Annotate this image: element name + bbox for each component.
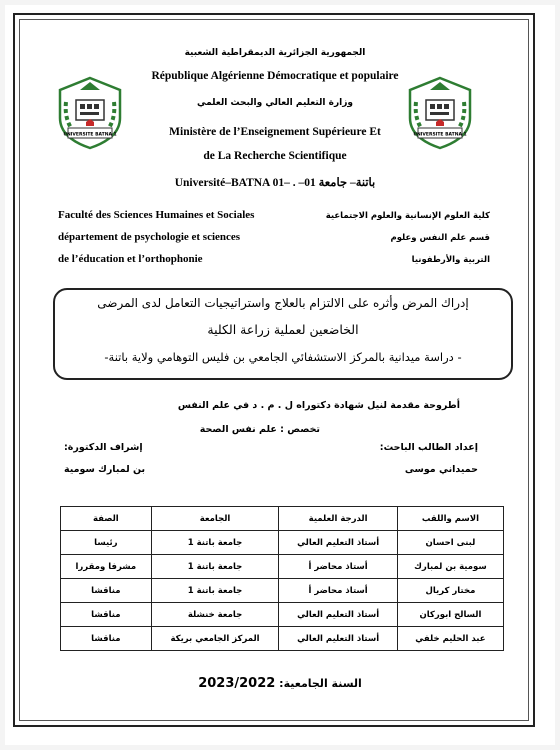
header-role: الصفة [61, 507, 152, 531]
thesis-subtitle: - دراسة ميدانية بالمركز الاستشفائي الجامعي بن فليس التوهامي ولاية باتنة- [104, 350, 462, 364]
member-university: جامعة خنشلة [151, 603, 279, 627]
member-rank: أستاذ التعليم العالي [279, 627, 398, 651]
member-role: مناقشا [61, 603, 152, 627]
member-rank: أستاذ التعليم العالي [279, 531, 398, 555]
thesis-title-line-2: الخاضعين لعملية زراعة الكلية [207, 322, 359, 337]
university-logo-right [400, 72, 480, 152]
member-name: مختار كريال [397, 579, 503, 603]
committee-table [60, 506, 504, 651]
member-university: جامعة باتنة 1 [151, 555, 279, 579]
member-rank: أستاذ محاضر أ [279, 579, 398, 603]
thesis-title-line-1: إدراك المرض وأثره على الالتزام بالعلاج واستراتيجيات التعامل لدى المرضى [97, 296, 469, 310]
member-name: عبد الحليم خلفي [397, 627, 503, 651]
university-logo-left [50, 72, 130, 152]
faculty-french-line-2: département de psychologie et sciences [58, 231, 241, 243]
header-name: الاسم واللقب [397, 507, 503, 531]
academic-year [110, 676, 450, 691]
student-name: حميداني موسى [404, 464, 478, 475]
member-role: مناقشا [61, 627, 152, 651]
member-university: جامعة باتنة 1 [151, 579, 279, 603]
republic-arabic: الجمهورية الجزائرية الديمقراطية الشعبية [184, 48, 366, 58]
republic-french: République Algérienne Démocratique et populaire [151, 70, 399, 82]
member-role: مشرفا ومقررا [61, 555, 152, 579]
faculty-arabic-line-1: كلية العلوم الإنسانية والعلوم الاجتماعية [325, 211, 490, 221]
member-university: جامعة باتنة 1 [151, 531, 279, 555]
ministry-french-line-1: Ministère de l’Enseignement Supérieure Et [169, 126, 381, 138]
table-header-row [61, 507, 504, 531]
university-name: Université–BATNA 01– . –01 باتنة– جامعة [174, 177, 376, 189]
header-rank: الدرجة العلمية [279, 507, 398, 531]
faculty-french-line-3: de l’éducation et l’orthophonie [58, 253, 203, 265]
degree-line: أطروحة مقدمة لنيل شهادة دكتوراه ل . م . د في علم النفس [177, 400, 460, 411]
table-row [61, 555, 504, 579]
table-row [61, 603, 504, 627]
member-university: المركز الجامعي بريكة [151, 627, 279, 651]
table-row [61, 627, 504, 651]
member-name: السالح ابوركان [397, 603, 503, 627]
table-row [61, 579, 504, 603]
academic-year-label: السنة الجامعية: [279, 677, 362, 690]
member-role: رئيسا [61, 531, 152, 555]
ministry-french-line-2: de La Recherche Scientifique [203, 150, 347, 162]
ministry-arabic: وزارة التعليم العالي والبحث العلمي [196, 98, 354, 108]
member-rank: أستاذ محاضر أ [279, 555, 398, 579]
supervisor-label: إشراف الدكتورة: [64, 442, 143, 453]
table-row [61, 531, 504, 555]
faculty-french-line-1: Faculté des Sciences Humaines et Sociales [58, 209, 255, 221]
member-name: سومية بن لمبارك [397, 555, 503, 579]
member-rank: أستاذ التعليم العالي [279, 603, 398, 627]
faculty-arabic-line-3: التربية والأرطفونيا [411, 255, 490, 265]
member-name: لبنى احسان [397, 531, 503, 555]
logo-caption-left: UNIVERSITE BATNA 1 [63, 132, 117, 138]
member-role: مناقشا [61, 579, 152, 603]
logo-caption-right: UNIVERSITE BATNA 1 [413, 132, 467, 138]
faculty-arabic-line-2: قسم علم النفس وعلوم [390, 233, 490, 243]
academic-year-value: 2023/2022 [198, 676, 276, 691]
header-university: الجامعة [151, 507, 279, 531]
supervisor-name: بن لمبارك سومية [64, 464, 146, 475]
student-label: إعداد الطالب الباحث: [379, 442, 478, 453]
specialty-line: تخصص : علم نفس الصحة [199, 424, 320, 435]
